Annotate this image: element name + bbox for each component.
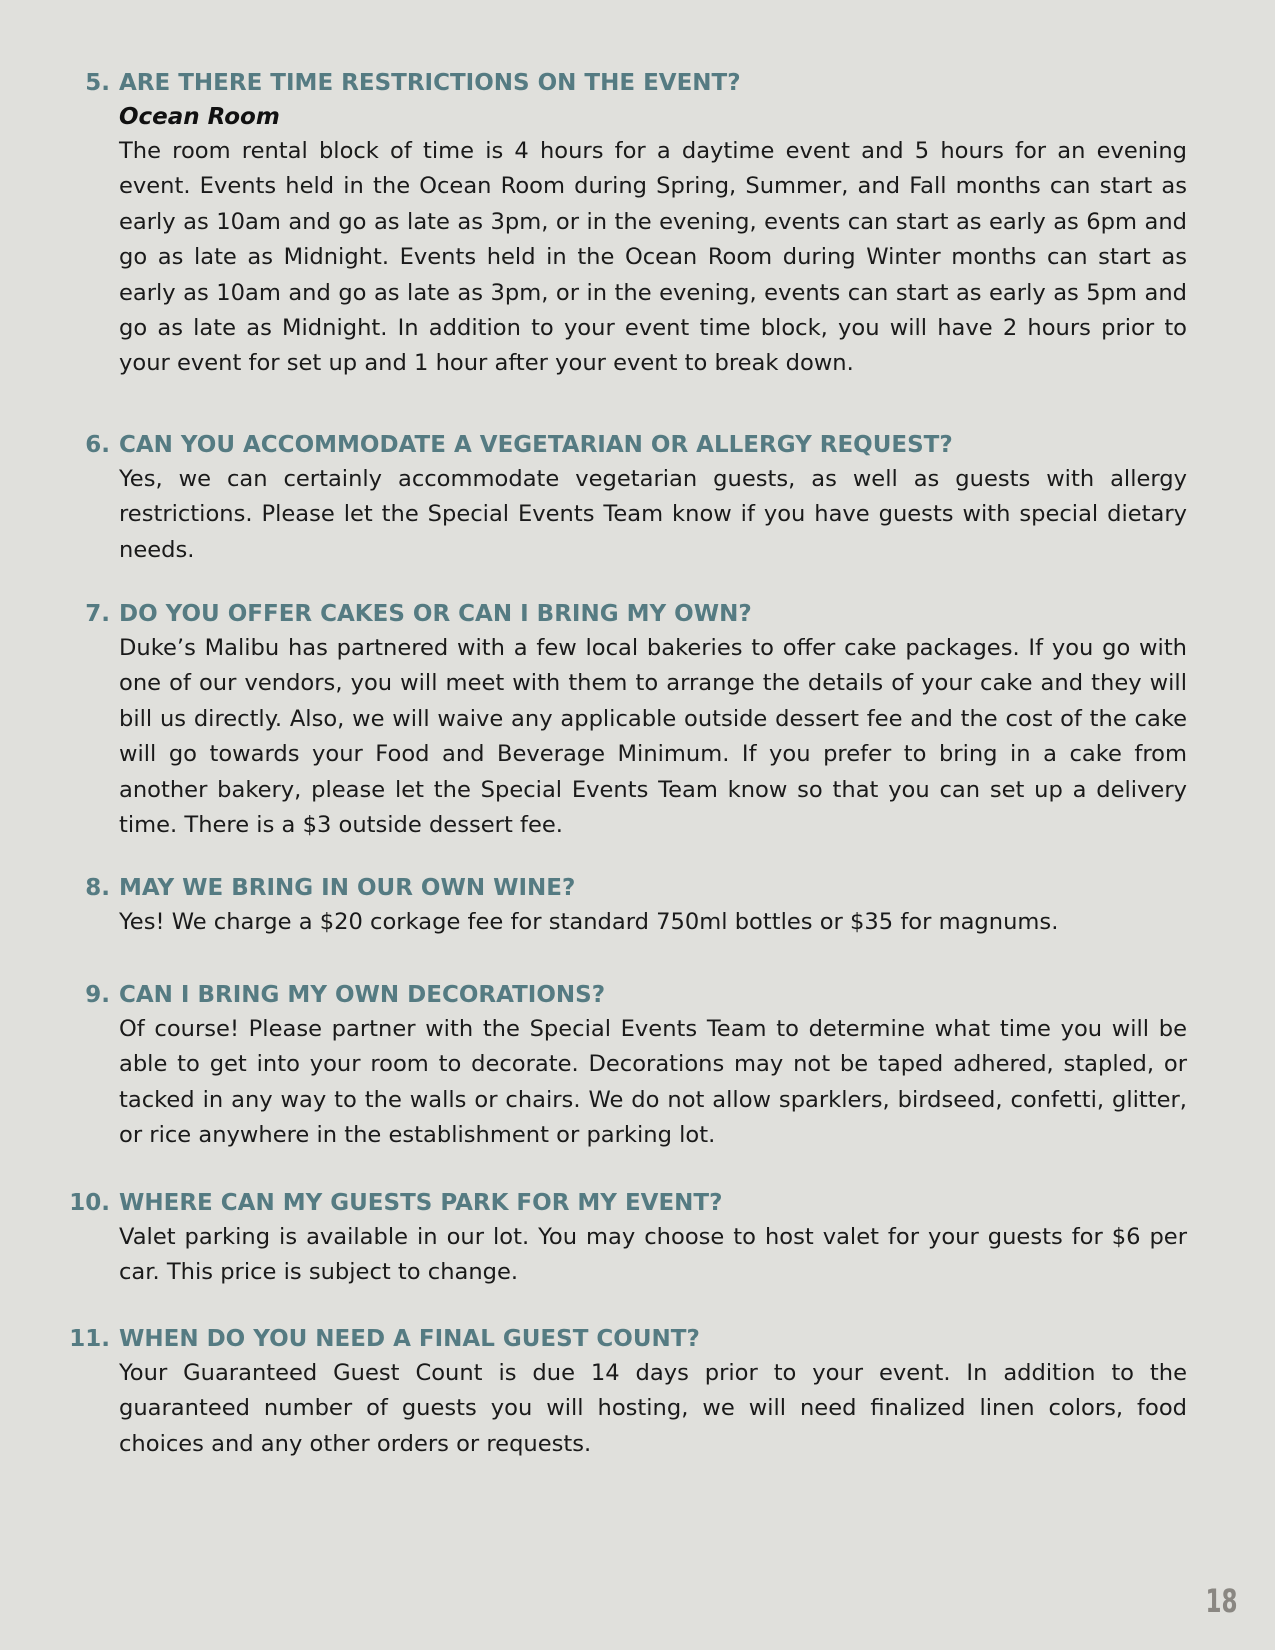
faq-subheading: Ocean Room	[119, 104, 280, 130]
faq-number: 10.	[69, 1190, 110, 1216]
faq-question: WHERE CAN MY GUESTS PARK FOR MY EVENT?	[119, 1190, 723, 1216]
faq-number: 6.	[85, 432, 110, 458]
page-number: 18	[1205, 1582, 1238, 1620]
faq-number: 8.	[85, 875, 110, 901]
faq-answer: Valet parking is available in our lot. You may choose to host valet for your guests for $6 per car. This price is subject to change.	[119, 1224, 1187, 1286]
faq-answer: Yes! We charge a $20 corkage fee for standard 750ml bottles or $35 for magnums.	[119, 909, 1059, 935]
faq-number: 7.	[85, 601, 110, 627]
faq-answer: Yes, we can certainly accommodate vegetarian guests, as well as guests with allergy restrictions. Please let the Special Events Team know if you have guests with special dietary needs.	[119, 466, 1187, 563]
faq-question: CAN YOU ACCOMMODATE A VEGETARIAN OR ALLERGY REQUEST?	[119, 432, 953, 458]
faq-answer: Your Guaranteed Guest Count is due 14 days prior to your event. In addition to the guaranteed number of guests you will hosting, we will need finalized linen colors, food choices and any other orders or requests.	[119, 1360, 1187, 1457]
faq-answer: Duke’s Malibu has partnered with a few local bakeries to offer cake packages. If you go with one of our vendors, you will meet with them to arrange the details of your cake and they will bill us directly. Also, we will waive any applicable outside dessert fee and the cost of the cake will go towards your Food and Beverage Minimum. If you prefer to bring in a cake from another bakery, please let the Special Events Team know so that you can set up a delivery time. There is a $3 outside dessert fee.	[119, 635, 1187, 839]
faq-question: MAY WE BRING IN OUR OWN WINE?	[119, 875, 576, 901]
faq-number: 5.	[85, 70, 110, 96]
faq-number: 11.	[69, 1326, 110, 1352]
faq-answer: Of course! Please partner with the Special Events Team to determine what time you will be able to get into your room to decorate. Decorations may not be taped adhered, stapled, or tacked in any way to the walls or chairs. We do not allow sparklers, birdseed, confetti, glitter, or rice anywhere in the establishment or parking lot.	[119, 1016, 1187, 1149]
faq-question: ARE THERE TIME RESTRICTIONS ON THE EVENT?	[119, 70, 741, 96]
faq-answer: The room rental block of time is 4 hours for a daytime event and 5 hours for an evening event. Events held in the Ocean Room during Spring, Summer, and Fall months can start as early as 10am and go as late as 3pm, or in the evening, events can start as early as 6pm and go as late as Midnight. Events held in the Ocean Room during Winter months can start as early as 10am and go as late as 3pm, or in the evening, events can start as early as 5pm and go as late as Midnight. In addition to your event time block, you will have 2 hours prior to your event for set up and 1 hour after your event to break down.	[119, 138, 1187, 377]
faq-question: WHEN DO YOU NEED A FINAL GUEST COUNT?	[119, 1326, 700, 1352]
faq-question: CAN I BRING MY OWN DECORATIONS?	[119, 982, 606, 1008]
faq-question: DO YOU OFFER CAKES OR CAN I BRING MY OWN?	[119, 601, 752, 627]
faq-number: 9.	[85, 982, 110, 1008]
